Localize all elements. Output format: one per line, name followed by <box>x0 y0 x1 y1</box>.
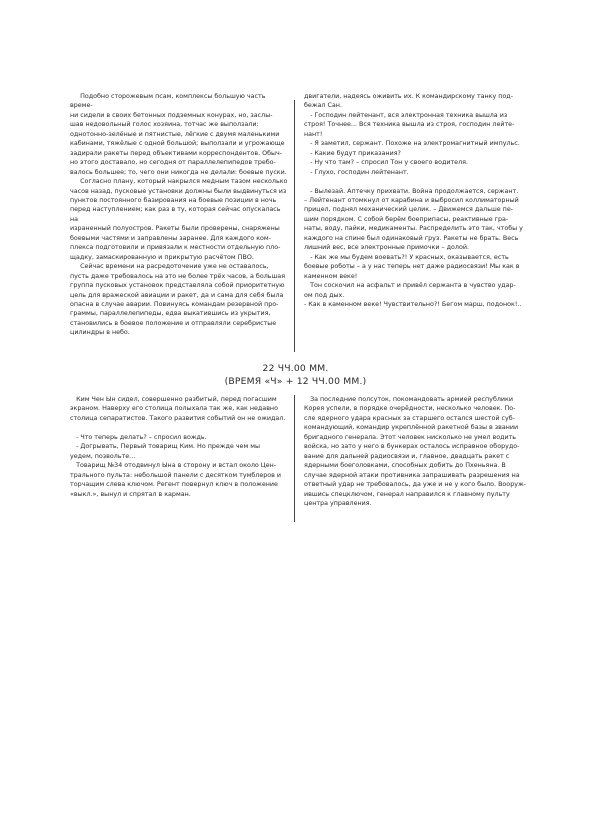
text-line: пунктов постоянного базирования на боевые позиции в ночь <box>70 196 277 204</box>
top-right-column <box>304 92 530 309</box>
text-line: боевые роботы – а у нас теперь нет даже радиосвязи! Мы как в <box>304 263 520 271</box>
text-line: опасна в случае аварии. Повинуясь командам резервной про- <box>70 300 279 308</box>
text-line: «выкл.», вынул и спрятал в карман. <box>70 490 191 498</box>
text-line: Товарищ №34 отодвинул Ына в сторону и встал около Цен- <box>70 462 277 470</box>
text-line: Сейчас времени на расредоточение уже не оставалось, <box>70 263 269 271</box>
text-line: цель для вражеской авиации и ракет, да и сама для себя была <box>70 291 284 299</box>
text-line: Тон соскочил на асфальт и привёл сержанта в чувство удар- <box>304 282 516 290</box>
text-line: граммы, параллелепипеды, едва выкатившись из укрытия, <box>70 310 271 318</box>
section-time-heading: 22 ЧЧ.00 ММ. <box>262 363 329 374</box>
section-time-subheading: (ВРЕМЯ «Ч» + 12 ЧЧ.00 ММ.) <box>224 376 367 387</box>
text-line: ом под дых. <box>304 291 345 299</box>
text-line: задирали ракеты перед объективами корреспондентов. Обыч- <box>70 149 283 157</box>
text-line: валось большее; то, чего они никогда не делали: боевые пуски. <box>70 168 287 176</box>
bottom-left-column <box>70 395 290 499</box>
text-line: - Как в каменном веке! Чувствительно?! Бегом марш, подонок!.. <box>304 300 522 308</box>
text-line: сле ядерного удара красных за старшего остался шестой суб- <box>304 414 515 422</box>
text-line: но этого доставало, но сегодня от параллелепипедов требо- <box>70 159 276 167</box>
text-line: наты, воду, пайки, медикаменты. Распределить это так, чтобы у <box>304 225 523 233</box>
text-line: цилиндры в небо. <box>70 329 130 337</box>
top-left-column <box>70 92 290 338</box>
text-line: кабинами, тяжёлые с одной большой; выползали и угрожающе <box>70 140 285 148</box>
text-line <box>70 423 290 432</box>
text-line: бригадного генерала. Этот человек нисколько не умел водить <box>304 433 517 441</box>
text-line: ответный удар не требовалось, да уже и не у кого было. Вооруж- <box>304 481 526 489</box>
text-line: трального пульта: небольшой панели с десятком тумблеров и <box>70 471 282 479</box>
text-line: каменном веке! <box>304 272 358 280</box>
text-line: - Ну что там? – спросил Тон у своего водителя. <box>304 159 468 167</box>
text-line: шав недовольный голос хозяина, тотчас же выползали: <box>70 121 259 129</box>
text-line: плекса подготовили и привязали к местности отдельную пло- <box>70 244 281 252</box>
text-line: командующий, командир укреплённой ракетной базы в звании <box>304 424 519 432</box>
bottom-right-column <box>304 395 530 508</box>
text-line: однотонно-зелёные и пятнистые, лёгкие с двумя маленькими <box>70 130 280 138</box>
text-line: нант! <box>304 130 323 138</box>
text-line: вание для дальней радиосвязи и, главное, двадцать ракет с <box>304 452 510 460</box>
text-line: войска, но зато у него в бункерах осталось исправное оборудо- <box>304 443 520 451</box>
text-line: перед наступлением; как раз в ту, которая сейчас опускалась на <box>70 206 283 223</box>
text-line: пусть даже требовалось на это не более трёх часов, а большая <box>70 272 286 280</box>
text-line: экраном. Наверху его столица полыхала так же, как недавно <box>70 405 278 413</box>
text-line: Согласно плану, который накрылся медным тазом несколько <box>70 178 288 186</box>
text-line: щадку, замаскированную и прикрытую расчётом ПВО. <box>70 253 254 261</box>
text-line: Ким Чен Ын сидел, совершенно разбитый, перед погасшим <box>70 396 277 403</box>
text-line: становились в боевое положение и отправляли серебристые <box>70 319 277 327</box>
text-line: - Глухо, господин лейтенант. <box>304 168 409 176</box>
text-line: столица сепаратистов. Такого развития событий он не ожидал. <box>70 414 286 422</box>
text-line: - Я заметил, сержант. Похоже на электромагнитный импульс. <box>304 140 520 148</box>
column-divider-bottom <box>294 395 295 522</box>
text-line: ившись спецключом, генерал направился к главному пульту <box>304 490 510 498</box>
text-line: часов назад, пусковые установки должны были выдвинуться из <box>70 187 287 195</box>
text-line: Корея успели, в порядке очерёдности, несколько человек. По- <box>304 405 516 413</box>
text-line: - Что теперь делать? – спросил вождь. <box>70 433 207 441</box>
text-line: торчащим слева ключом. Регент повернул ключ в положение <box>70 481 278 489</box>
text-line: случае ядерной атаки противника запрашивать разрешения на <box>304 471 520 479</box>
text-line: - Догрывать, Первый товарищ Ким. Но прежде чем мы <box>70 443 261 451</box>
text-line: ни сидели в своих бетонных подземных конурах, но, заслы- <box>70 111 273 119</box>
text-line: - Как же мы будем воевать?! У красных, оказывается, есть <box>304 253 509 261</box>
text-line: каждого на спине был одинаковый груз. Ракеты не брать. Весь <box>304 234 519 242</box>
text-line: израненный полуостров. Ракеты были проверены, снаряжены <box>70 225 280 233</box>
text-line: - Вылезай. Аптечку прихвати. Война продолжается, сержант. <box>304 187 519 195</box>
text-line: уедем, позвольте... <box>70 452 136 460</box>
text-line: прицел, поднял механический целик. – Движемся дальше пе- <box>304 206 514 214</box>
text-line: – Лейтенант отомкнул от карабина и выбросил коллиматорный <box>304 196 519 204</box>
text-line: ядерными боеголовками, способных добить до Пхеньяна. В <box>304 462 506 470</box>
text-line: центра управления. <box>304 499 372 507</box>
text-line: строя! Точнее... Вся техника вышла из строя, господин лейте- <box>304 121 515 129</box>
text-line: бежал Сан. <box>304 102 342 110</box>
text-line: шим порядком. С собой берём боеприпасы, реактивные гра- <box>304 215 509 223</box>
text-line: - Господин лейтенант, вся электронная техника вышла из <box>304 111 508 119</box>
text-line: - Какие будут приказания? <box>304 149 401 157</box>
text-line: За последние полсуток, покомандовать армией республики <box>304 396 513 403</box>
text-line <box>304 177 530 186</box>
column-divider-top <box>294 100 295 352</box>
text-line: группа пусковых установок представляла собой приоритетную <box>70 282 285 290</box>
text-line: лишний вес, все электронные примочки – долой. <box>304 244 470 252</box>
text-line: двигатели, надеясь оживить их. К командирскому танку под- <box>304 93 513 100</box>
text-line: боевыми частями и заправлены заранее. Для каждого ком- <box>70 234 271 242</box>
text-line: Подобно сторожевым псам, комплексы большую часть време- <box>70 93 268 110</box>
